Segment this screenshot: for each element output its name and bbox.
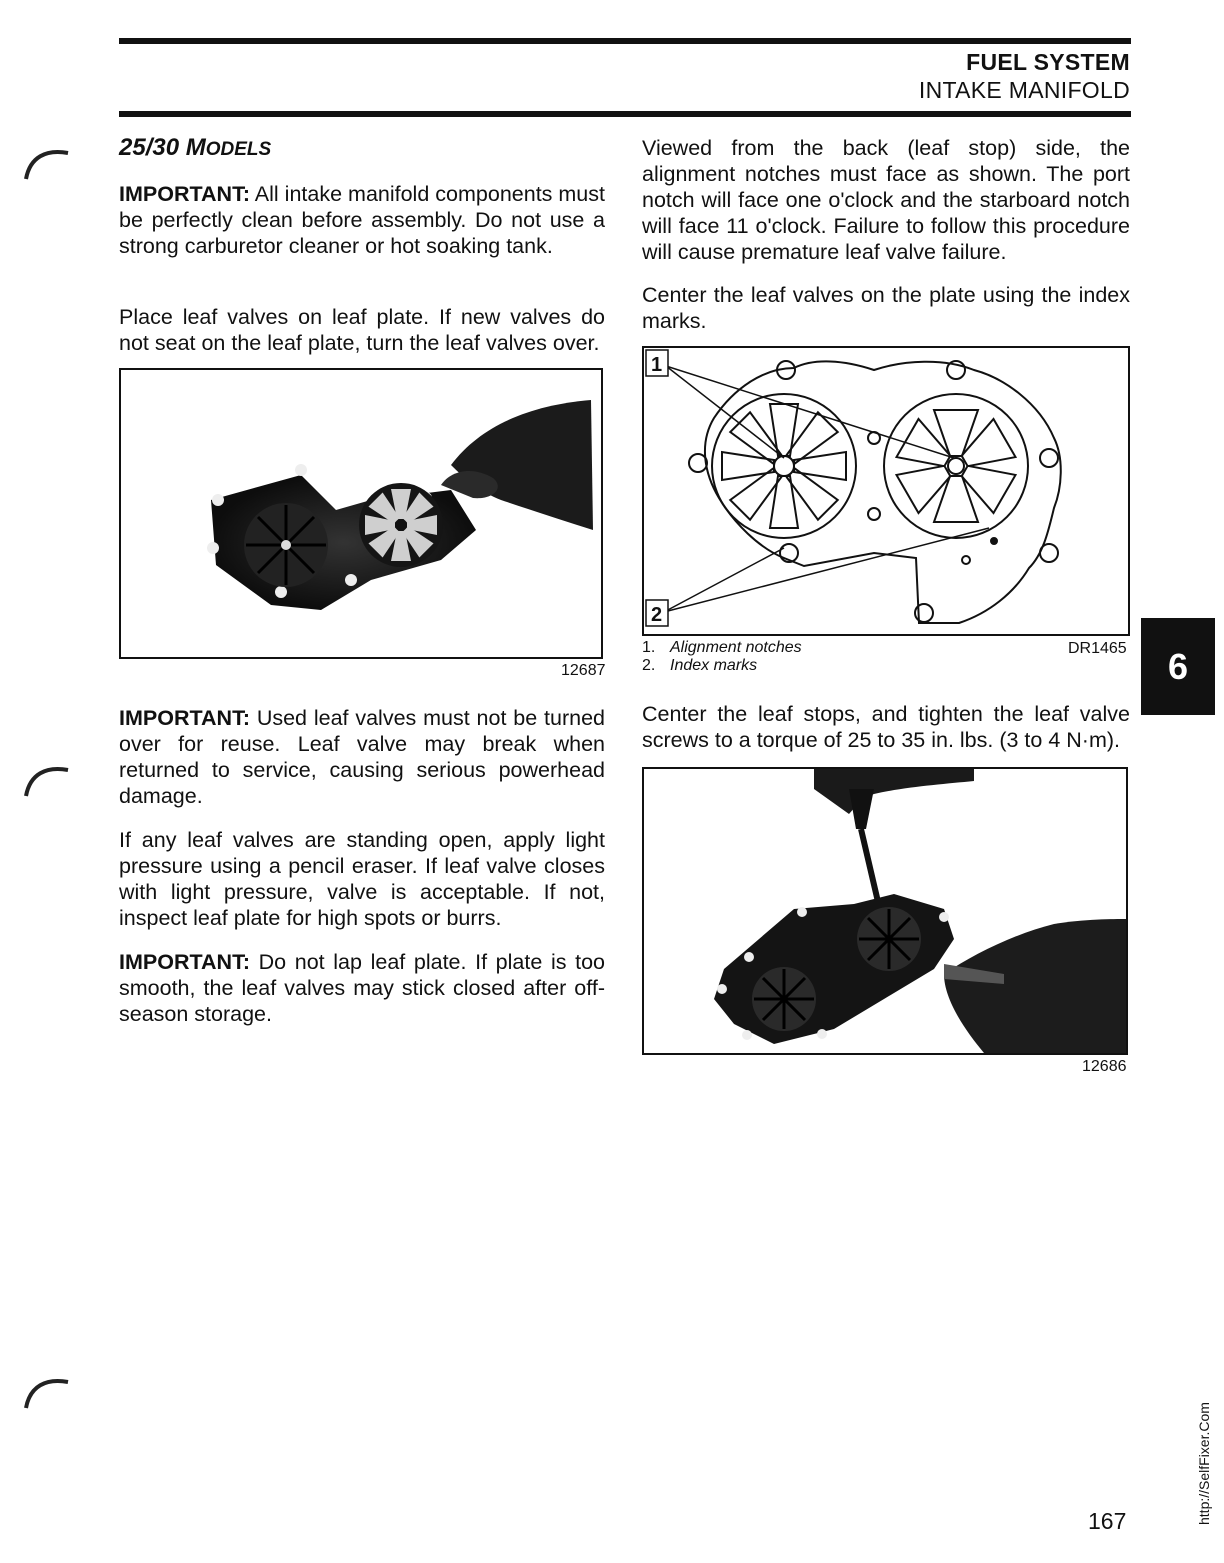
paragraph-place-leaf-valves: Place leaf valves on leaf plate. If new valves do not seat on the leaf plate, turn the leaf valves over.	[119, 305, 605, 355]
figure-number: 12686	[1082, 1058, 1127, 1075]
header-rule-top	[119, 38, 1131, 44]
important-paragraph-lap: IMPORTANT: Do not lap leaf plate. If plate is too smooth, the leaf valves may stick closed after off-season storage.	[119, 950, 605, 1026]
section-title: 25/30 MODELS	[119, 134, 272, 161]
legend-item: 2. Index marks	[642, 657, 758, 674]
diagram-legend	[642, 639, 1130, 675]
important-paragraph-reuse: IMPORTANT: Used leaf valves must not be turned over for reuse. Leaf valve may break when returned to service, causing serious powerhead damage.	[119, 706, 605, 808]
binder-hole-mark	[20, 760, 72, 800]
side-url-watermark: http://SelfFixer.Com	[1196, 1402, 1212, 1525]
important-label: IMPORTANT:	[119, 706, 250, 730]
paragraph-tighten-screws: Center the leaf stops, and tighten the leaf valve screws to a torque of 25 to 35 in. lbs. (3 to 4 N·m).	[642, 702, 1130, 752]
paragraph-standing-open: If any leaf valves are standing open, apply light pressure using a pencil eraser. If leaf valve closes with light pressure, valve is acceptable. If not, inspect leaf plate for high spots or burrs.	[119, 828, 605, 930]
photo-tighten-leaf-stop-screws	[642, 767, 1128, 1055]
legend-item: 1. Alignment notches	[642, 639, 802, 656]
header-rule-bottom	[119, 111, 1131, 117]
photo-leaf-plate-valves	[119, 368, 603, 659]
paragraph-center-leaf-valves: Center the leaf valves on the plate using the index marks.	[642, 283, 1130, 333]
header-section-title: FUEL SYSTEM	[966, 49, 1130, 75]
diagram-id: DR1465	[1068, 640, 1127, 657]
important-label: IMPORTANT:	[119, 182, 250, 206]
chapter-tab: 6	[1141, 618, 1215, 715]
page-number: 167	[1088, 1508, 1127, 1534]
important-label: IMPORTANT:	[119, 950, 250, 974]
figure-number: 12687	[561, 662, 606, 679]
important-paragraph-clean: IMPORTANT: All intake manifold components must be perfectly clean before assembly. Do not use a strong carburetor cleaner or hot soaking tank.	[119, 182, 605, 258]
diagram-callout: 1	[651, 354, 663, 376]
header-subsection-title: INTAKE MANIFOLD	[918, 77, 1130, 103]
binder-hole-mark	[20, 143, 72, 183]
binder-hole-mark	[20, 1372, 72, 1412]
diagram-callout: 2	[651, 604, 663, 626]
diagram-leaf-plate-alignment	[642, 346, 1130, 636]
paragraph-alignment-notches: Viewed from the back (leaf stop) side, the alignment notches must face as shown. The port notch will face one o'clock and the starboard notch will face 11 o'clock. Failure to follow this procedure will cause premature leaf valve failure.	[642, 136, 1130, 264]
